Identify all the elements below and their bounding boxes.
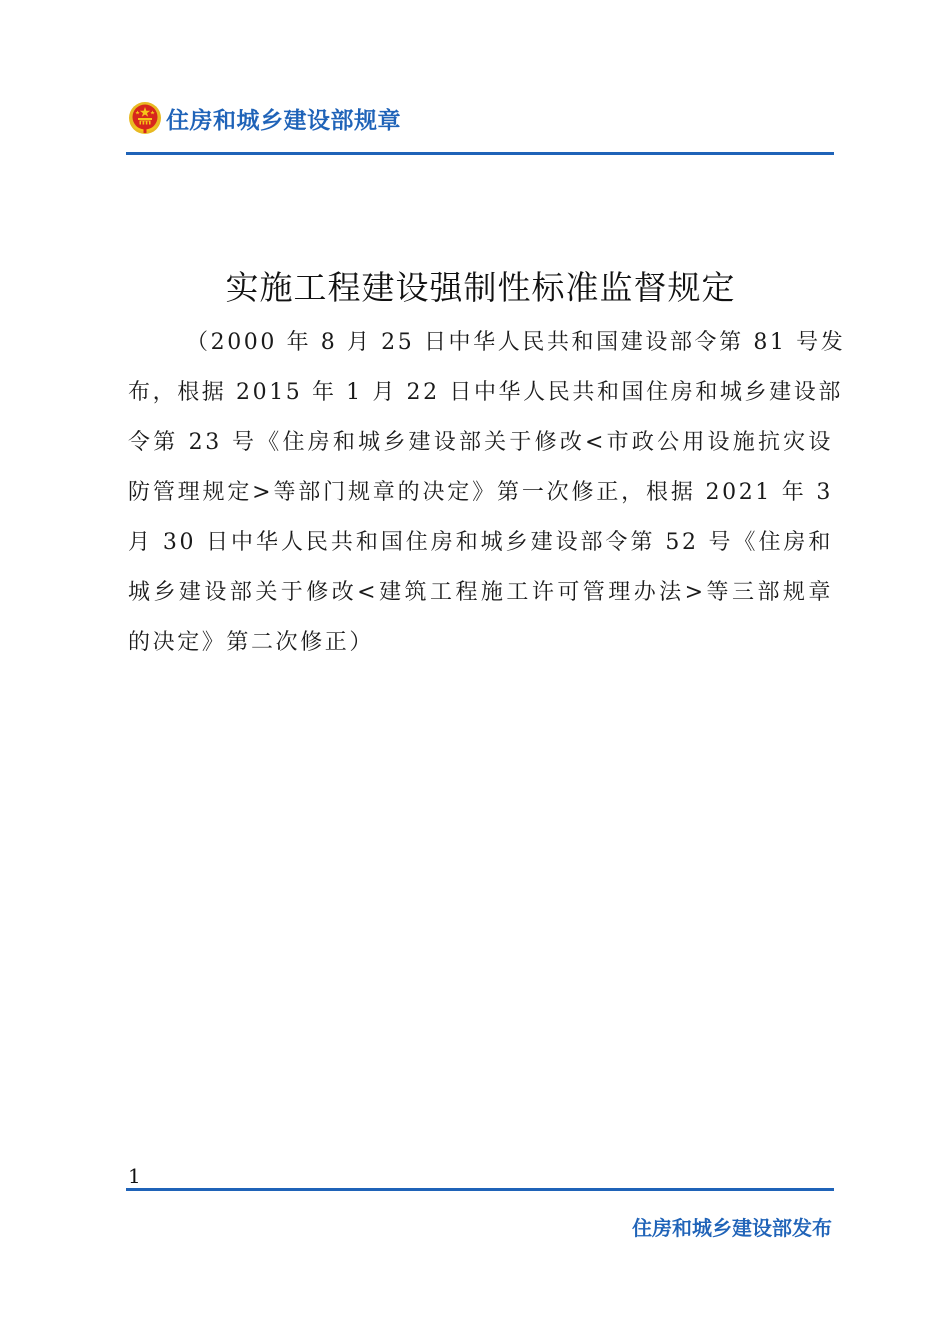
preamble-line: 的决定》第二次修正） xyxy=(128,630,375,655)
preamble-line: 月 30 日中华人民共和国住房和城乡建设部令第 52 号《住房和 xyxy=(128,530,833,555)
header-divider xyxy=(126,152,834,155)
header-title: 住房和城乡建设部规章 xyxy=(166,107,401,134)
page-number: 1 xyxy=(128,1164,141,1188)
document-preamble xyxy=(128,318,846,668)
page-header xyxy=(128,98,833,138)
footer-publisher: 住房和城乡建设部发布 xyxy=(632,1216,832,1240)
preamble-line: 城乡建设部关于修改<建筑工程施工许可管理办法>等三部规章 xyxy=(128,580,833,605)
preamble-line: 令第 23 号《住房和城乡建设部关于修改<市政公用设施抗灾设 xyxy=(128,430,833,455)
footer-divider xyxy=(126,1188,834,1191)
preamble-line: （2000 年 8 月 25 日中华人民共和国建设部令第 81 号发 xyxy=(186,330,846,355)
national-emblem-icon xyxy=(128,101,162,135)
document-title: 实施工程建设强制性标准监督规定 xyxy=(225,268,736,307)
preamble-line: 防管理规定>等部门规章的决定》第一次修正，根据 2021 年 3 xyxy=(128,480,833,505)
preamble-line: 布，根据 2015 年 1 月 22 日中华人民共和国住房和城乡建设部 xyxy=(128,380,843,405)
